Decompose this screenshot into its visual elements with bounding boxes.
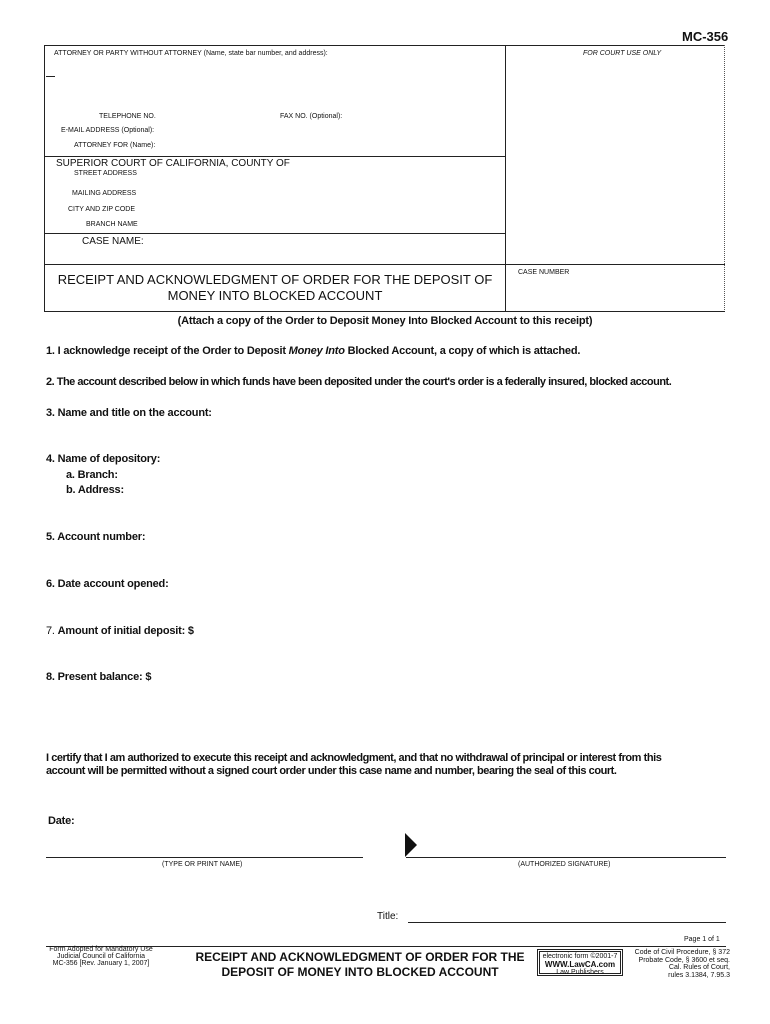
- item-5: 5. Account number:: [46, 531, 146, 543]
- case-number-label: CASE NUMBER: [518, 269, 570, 276]
- court-use-label: FOR COURT USE ONLY: [583, 50, 662, 57]
- code-line1: Code of Civil Procedure, § 372: [634, 949, 730, 956]
- code-line3: Cal. Rules of Court,: [668, 964, 730, 971]
- item-8: 8. Present balance: $: [46, 671, 152, 683]
- item-7: [46, 625, 194, 637]
- footer-title-line2: DEPOSIT OF MONEY INTO BLOCKED ACCOUNT: [221, 965, 499, 979]
- publisher-line3: Law Publishers: [556, 969, 604, 976]
- item-2: 2. The account described below in which funds have been deposited under the court's order is a federally insured, blocked account.: [46, 376, 672, 388]
- item-3: 3. Name and title on the account:: [46, 407, 212, 419]
- item-1: [46, 345, 580, 357]
- item-1-emphasis: Money Into: [288, 345, 345, 357]
- item-4: 4. Name of depository:: [46, 453, 161, 465]
- court-label: SUPERIOR COURT OF CALIFORNIA, COUNTY OF: [56, 158, 290, 169]
- footer-title: [190, 950, 530, 980]
- page-indicator: Page 1 of 1: [684, 936, 720, 943]
- item-4a: a. Branch:: [66, 469, 118, 481]
- item-4b: b. Address:: [66, 484, 124, 496]
- attorney-box: [44, 45, 506, 157]
- header-bottom: [505, 311, 725, 312]
- certification-line2: account will be permitted without a signed court order under this case name and number, bearing the seal of this court.: [46, 765, 617, 777]
- item-6: 6. Date account opened:: [46, 578, 169, 590]
- email-label: E-MAIL ADDRESS (Optional):: [61, 127, 155, 134]
- date-label: Date:: [48, 815, 75, 827]
- court-use-right-border: [724, 45, 725, 312]
- street-address-label: STREET ADDRESS: [74, 170, 137, 177]
- adopted-line2: Judicial Council of California: [57, 953, 145, 960]
- form-title-line1: RECEIPT AND ACKNOWLEDGMENT OF ORDER FOR THE DEPOSIT OF: [57, 272, 493, 287]
- branch-name-label: BRANCH NAME: [86, 221, 138, 228]
- footer-adopted: [46, 946, 156, 967]
- attorney-for-label: ATTORNEY FOR (Name):: [74, 142, 156, 149]
- attach-note: (Attach a copy of the Order to Deposit Money Into Blocked Account to this receipt): [177, 315, 593, 327]
- form-title: [44, 272, 506, 304]
- item-7-number: 7.: [46, 625, 58, 637]
- attorney-label: ATTORNEY OR PARTY WITHOUT ATTORNEY (Name, state bar number, and address):: [54, 50, 328, 57]
- court-use-top: [505, 45, 725, 46]
- publisher-line1: electronic form ©2001-7: [542, 953, 618, 960]
- telephone-label: TELEPHONE NO.: [99, 113, 156, 120]
- footer-title-line1: RECEIPT AND ACKNOWLEDGMENT OF ORDER FOR THE: [195, 950, 525, 964]
- fax-label: FAX NO. (Optional):: [280, 113, 343, 120]
- item-7-label: Amount of initial deposit: $: [57, 625, 194, 637]
- type-name-line[interactable]: [46, 857, 363, 858]
- adopted-line3: MC-356 [Rev. January 1, 2007]: [52, 960, 150, 967]
- code-line4: rules 3.1384, 7.95.3: [668, 971, 730, 979]
- item-1-post: Blocked Account, a copy of which is attached.: [344, 345, 581, 357]
- signature-line[interactable]: [406, 857, 726, 858]
- signature-label: (AUTHORIZED SIGNATURE): [518, 861, 611, 868]
- adopted-line1: Form Adopted for Mandatory Use: [49, 946, 153, 953]
- form-title-line2: MONEY INTO BLOCKED ACCOUNT: [167, 288, 383, 303]
- case-number-top: [505, 264, 725, 265]
- mailing-address-label: MAILING ADDRESS: [72, 190, 137, 197]
- city-zip-label: CITY AND ZIP CODE: [68, 206, 136, 213]
- code-line2: Probate Code, § 3600 et seq.: [638, 956, 730, 964]
- attorney-name-field[interactable]: [46, 76, 55, 77]
- case-name-divider: [44, 233, 506, 234]
- case-name-label: CASE NAME:: [82, 236, 144, 247]
- certification-line1: I certify that I am authorized to execute this receipt and acknowledgment, and that no withdrawal of principal or interest from this: [46, 752, 662, 764]
- title-line[interactable]: [408, 922, 726, 923]
- footer-code-references: [626, 949, 730, 979]
- type-name-label: (TYPE OR PRINT NAME): [162, 861, 243, 868]
- publisher-link[interactable]: WWW.LawCA.com: [544, 960, 616, 969]
- publisher-box: [539, 951, 621, 974]
- item-1-pre: 1. I acknowledge receipt of the Order to Deposit: [46, 345, 289, 357]
- title-label: Title:: [377, 911, 399, 922]
- signature-arrow-icon: [405, 833, 417, 857]
- form-number: MC-356: [682, 29, 729, 44]
